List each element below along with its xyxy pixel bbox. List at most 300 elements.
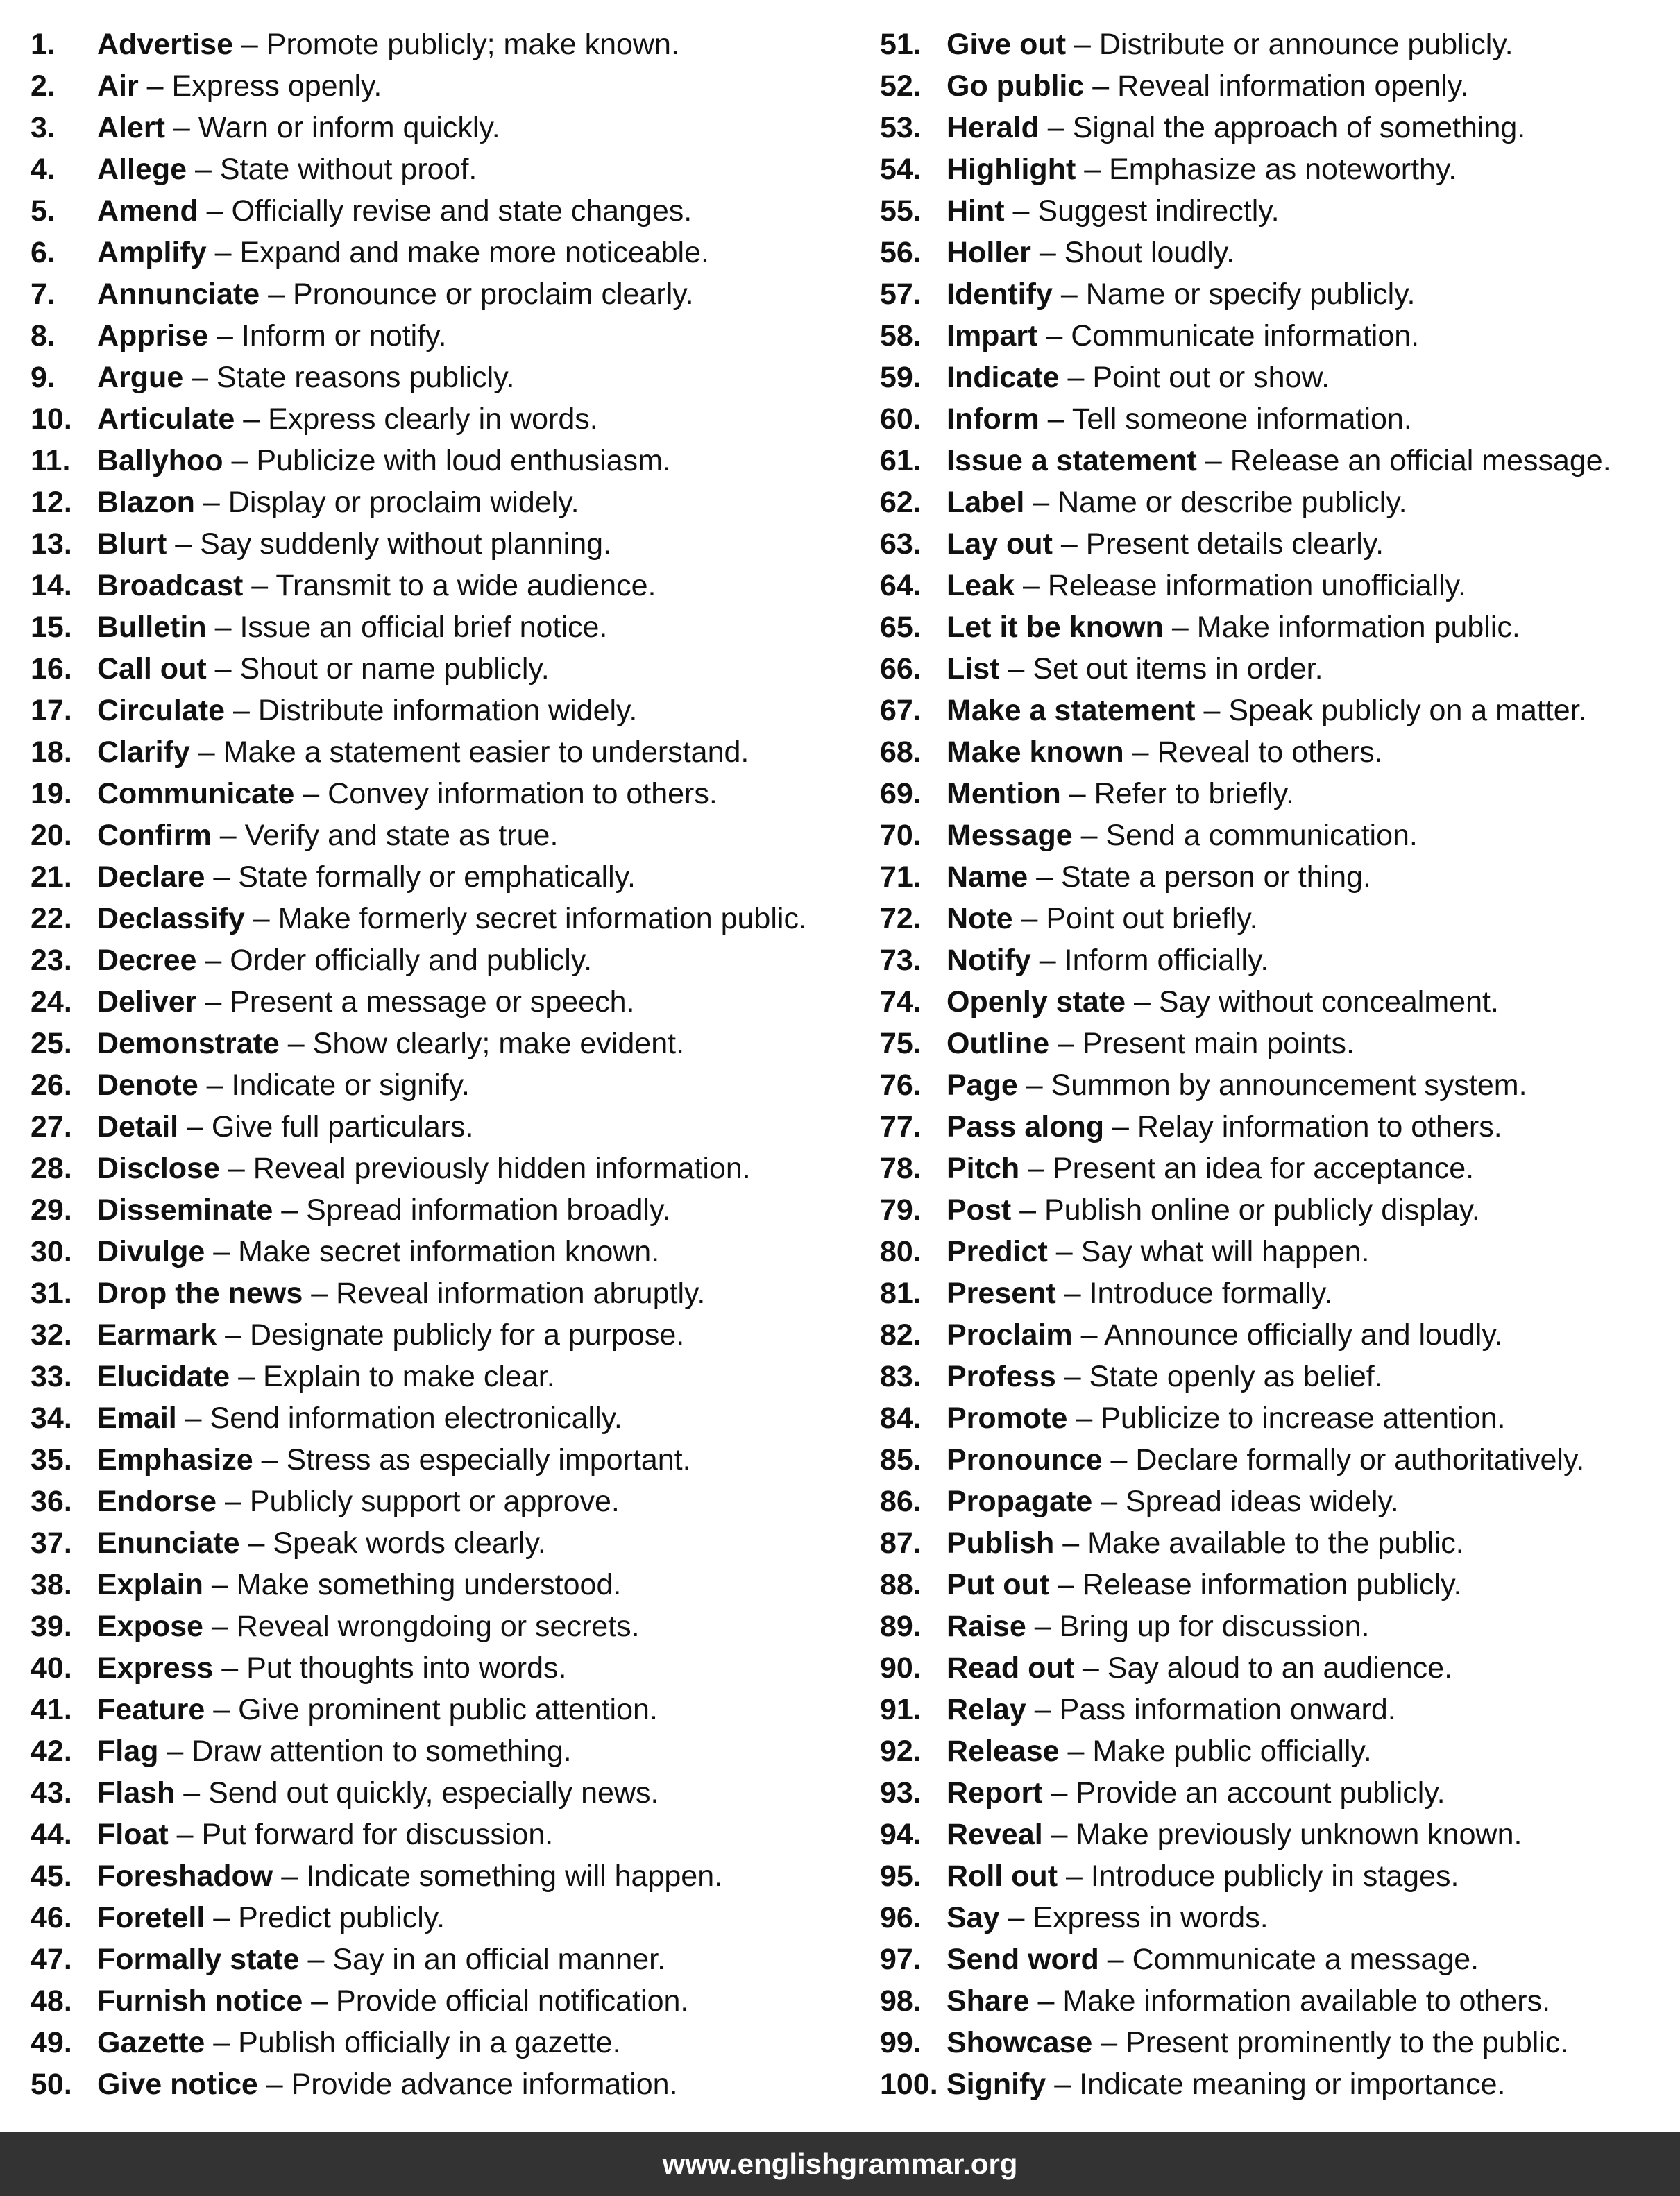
footer-url[interactable]: www.englishgrammar.org (662, 2147, 1018, 2180)
list-item (31, 440, 849, 482)
item-definition: Make information public. (1196, 611, 1520, 644)
item-term: Annunciate (97, 278, 260, 311)
item-text (97, 773, 718, 815)
item-definition: Promote publicly; make known. (266, 28, 679, 61)
item-number: 86. (880, 1485, 922, 1518)
item-text (947, 1314, 1503, 1356)
item-separator: – (1163, 611, 1197, 644)
item-term: Notify (947, 944, 1031, 977)
item-number: 28. (31, 1152, 72, 1185)
item-separator: – (1028, 860, 1061, 894)
item-term: Promote (947, 1402, 1068, 1435)
item-number: 48. (31, 1984, 72, 2018)
item-term: Publish (947, 1526, 1055, 1560)
item-definition: Present main points. (1082, 1027, 1355, 1060)
item-separator: – (198, 1069, 232, 1102)
list-item (880, 107, 1671, 148)
item-text (947, 1939, 1479, 1980)
item-definition: Put thoughts into words. (246, 1651, 567, 1685)
item-term: Articulate (97, 402, 235, 436)
item-number: 30. (31, 1235, 72, 1268)
item-text (97, 107, 500, 148)
item-number: 87. (880, 1526, 922, 1560)
item-separator: – (1195, 694, 1229, 727)
list-item (880, 1814, 1671, 1855)
item-number: 85. (880, 1443, 922, 1476)
item-term: Endorse (97, 1485, 217, 1518)
item-text (947, 190, 1280, 232)
item-term: Herald (947, 111, 1040, 144)
item-text (97, 1023, 684, 1064)
item-term: Deliver (97, 985, 197, 1019)
item-number: 11. (31, 444, 71, 477)
item-separator: – (1052, 527, 1086, 561)
item-separator: – (1046, 2068, 1080, 2101)
item-term: Demonstrate (97, 1027, 280, 1060)
list-item (880, 690, 1671, 731)
item-term: Name (947, 860, 1028, 894)
item-term: Blurt (97, 527, 167, 561)
item-definition: Send a communication. (1105, 819, 1418, 852)
item-definition: Present an idea for acceptance. (1052, 1152, 1475, 1185)
item-text (947, 1148, 1474, 1189)
item-text (947, 1106, 1502, 1148)
item-separator: – (1126, 985, 1159, 1019)
item-definition: Speak publicly on a matter. (1228, 694, 1587, 727)
item-separator: – (205, 860, 239, 894)
item-definition: Reveal information abruptly. (336, 1277, 706, 1310)
item-number: 91. (880, 1693, 922, 1726)
item-separator: – (176, 1402, 210, 1435)
item-number: 69. (880, 777, 922, 810)
item-term: Decree (97, 944, 197, 977)
item-definition: Put forward for discussion. (201, 1818, 554, 1851)
item-number: 38. (31, 1568, 72, 1601)
list-item (880, 398, 1671, 440)
item-separator: – (1030, 944, 1064, 977)
item-term: Declassify (97, 902, 245, 935)
item-number: 10. (31, 402, 72, 436)
item-separator: – (217, 1318, 250, 1352)
list-item (880, 1647, 1671, 1689)
item-definition: Spread information broadly. (306, 1193, 671, 1227)
item-text (97, 24, 679, 65)
item-term: Indicate (947, 361, 1060, 394)
item-definition: Publish officially in a gazette. (238, 2026, 621, 2059)
item-text (947, 731, 1383, 773)
item-definition: Release an official message. (1230, 444, 1611, 477)
item-separator: – (175, 1776, 209, 1810)
item-separator: – (1092, 1485, 1126, 1518)
item-term: Pronounce (947, 1443, 1103, 1476)
item-definition: Give prominent public attention. (238, 1693, 658, 1726)
list-item (31, 1314, 849, 1356)
item-separator: – (1039, 111, 1073, 144)
item-definition: Give full particulars. (211, 1110, 474, 1143)
item-number: 88. (880, 1568, 922, 1601)
item-term: Email (97, 1402, 177, 1435)
item-number: 20. (31, 819, 72, 852)
item-text (947, 1897, 1269, 1939)
item-definition: Distribute information widely. (257, 694, 638, 727)
item-definition: Make a statement easier to understand. (223, 735, 749, 769)
item-term: Roll out (947, 1859, 1058, 1893)
item-separator: – (194, 486, 228, 519)
item-term: Inform (947, 402, 1040, 436)
item-definition: Communicate information. (1071, 319, 1420, 352)
item-separator: – (239, 1526, 273, 1560)
item-definition: Name or describe publicly. (1058, 486, 1407, 519)
item-separator: – (244, 902, 278, 935)
list-item (880, 1606, 1671, 1647)
list-item (31, 1189, 849, 1231)
item-term: Enunciate (97, 1526, 240, 1560)
list-item (31, 1814, 849, 1855)
item-text (97, 1106, 474, 1148)
item-number: 12. (31, 486, 72, 519)
item-number: 8. (31, 319, 56, 352)
item-text (947, 1772, 1445, 1814)
item-definition: Signal the approach of something. (1072, 111, 1526, 144)
item-number: 73. (880, 944, 922, 977)
list-item (880, 232, 1671, 273)
item-text (97, 1689, 658, 1730)
item-number: 59. (880, 361, 922, 394)
item-definition: Make available to the public. (1087, 1526, 1464, 1560)
item-term: Confirm (97, 819, 212, 852)
item-separator: – (205, 1901, 239, 1934)
item-number: 92. (880, 1735, 922, 1768)
item-definition: Show clearly; make evident. (312, 1027, 685, 1060)
item-term: Profess (947, 1360, 1056, 1393)
item-term: Clarify (97, 735, 190, 769)
item-text (97, 939, 592, 981)
item-definition: Warn or inform quickly. (198, 111, 500, 144)
item-term: Release (947, 1735, 1060, 1768)
item-term: Explain (97, 1568, 203, 1601)
item-separator: – (1060, 777, 1094, 810)
item-number: 42. (31, 1735, 72, 1768)
item-number: 14. (31, 569, 72, 602)
item-separator: – (183, 361, 217, 394)
list-item (31, 315, 849, 357)
item-term: Go public (947, 69, 1085, 103)
list-item (31, 648, 849, 690)
item-term: Post (947, 1193, 1012, 1227)
item-text (947, 107, 1525, 148)
item-separator: – (999, 652, 1033, 686)
list-item (880, 1356, 1671, 1397)
item-definition: Publicly support or approve. (249, 1485, 620, 1518)
item-number: 70. (880, 819, 922, 852)
item-term: Send word (947, 1943, 1099, 1976)
item-text (97, 232, 709, 273)
item-number: 67. (880, 694, 922, 727)
item-text (947, 232, 1234, 273)
item-term: Issue a statement (947, 444, 1197, 477)
list-item (31, 1772, 849, 1814)
item-definition: Introduce formally. (1089, 1277, 1333, 1310)
list-item (31, 565, 849, 606)
item-text (947, 1855, 1459, 1897)
item-number: 36. (31, 1485, 72, 1518)
list-item (880, 440, 1671, 482)
item-separator: – (1058, 1859, 1091, 1893)
item-term: Relay (947, 1693, 1026, 1726)
item-separator: – (189, 735, 223, 769)
item-term: Raise (947, 1610, 1026, 1643)
item-term: Call out (97, 652, 207, 686)
item-number: 90. (880, 1651, 922, 1685)
item-term: Label (947, 486, 1025, 519)
item-definition: Summon by announcement system. (1051, 1069, 1527, 1102)
item-text (97, 1148, 751, 1189)
item-definition: Release information publicly. (1082, 1568, 1462, 1601)
item-separator: – (1067, 1402, 1101, 1435)
item-text (947, 1564, 1461, 1606)
list-item (880, 190, 1671, 232)
item-number: 29. (31, 1193, 72, 1227)
item-text (947, 440, 1611, 482)
item-text (947, 148, 1457, 190)
item-separator: – (1084, 69, 1118, 103)
item-definition: Say without concealment. (1158, 985, 1499, 1019)
list-item (31, 1439, 849, 1481)
item-term: Alert (97, 111, 165, 144)
item-separator: – (217, 1485, 250, 1518)
list-item (31, 523, 849, 565)
item-term: Lay out (947, 527, 1053, 561)
item-text (97, 1231, 659, 1273)
item-definition: Inform or notify. (241, 319, 447, 352)
item-separator: – (1092, 2026, 1126, 2059)
item-separator: – (206, 652, 240, 686)
item-number: 17. (31, 694, 72, 727)
item-number: 40. (31, 1651, 72, 1685)
item-separator: – (1047, 1235, 1081, 1268)
item-definition: Communicate a message. (1132, 1943, 1479, 1976)
item-term: Denote (97, 1069, 198, 1102)
item-number: 15. (31, 611, 72, 644)
item-separator: – (206, 236, 240, 269)
item-text (97, 1647, 566, 1689)
item-text (97, 1855, 722, 1897)
item-text (947, 1273, 1332, 1314)
list-item (880, 648, 1671, 690)
item-number: 46. (31, 1901, 72, 1934)
item-definition: Tell someone information. (1071, 402, 1412, 436)
item-definition: Provide an account publicly. (1076, 1776, 1445, 1810)
item-definition: Speak words clearly. (273, 1526, 546, 1560)
item-term: Give notice (97, 2068, 258, 2101)
list-item (31, 1855, 849, 1897)
item-term: Present (947, 1277, 1056, 1310)
item-term: Report (947, 1776, 1043, 1810)
item-definition: Draw attention to something. (192, 1735, 572, 1768)
item-number: 6. (31, 236, 56, 269)
item-separator: – (1059, 1735, 1093, 1768)
item-separator: – (1037, 319, 1071, 352)
item-text (97, 606, 607, 648)
item-text (947, 898, 1258, 939)
list-item (880, 357, 1671, 398)
item-term: Showcase (947, 2026, 1093, 2059)
item-definition: Explain to make clear. (262, 1360, 555, 1393)
list-item (880, 565, 1671, 606)
item-definition: Indicate something will happen. (306, 1859, 723, 1893)
item-number: 51. (880, 28, 922, 61)
item-number: 81. (880, 1277, 922, 1310)
item-text (947, 690, 1587, 731)
item-term: Pass along (947, 1110, 1105, 1143)
item-separator: – (1030, 236, 1064, 269)
item-text (947, 773, 1294, 815)
item-term: Share (947, 1984, 1030, 2018)
item-number: 41. (31, 1693, 72, 1726)
list-item (31, 690, 849, 731)
list-item (31, 856, 849, 898)
list-item (880, 1231, 1671, 1273)
item-number: 74. (880, 985, 922, 1019)
item-separator: – (299, 1943, 333, 1976)
item-text (947, 1689, 1396, 1730)
item-term: Flash (97, 1776, 176, 1810)
item-number: 55. (880, 194, 922, 228)
item-term: Predict (947, 1235, 1048, 1268)
item-number: 27. (31, 1110, 72, 1143)
item-separator: – (273, 1193, 307, 1227)
item-text (97, 1980, 688, 2022)
item-definition: Distribute or announce publicly. (1098, 28, 1513, 61)
item-separator: – (253, 1443, 287, 1476)
item-term: Air (97, 69, 139, 103)
list-item (31, 1980, 849, 2022)
item-definition: Express in words. (1033, 1901, 1269, 1934)
list-item (31, 815, 849, 856)
list-item (880, 773, 1671, 815)
item-term: Mention (947, 777, 1061, 810)
list-item (880, 148, 1671, 190)
list-item (31, 232, 849, 273)
item-number: 80. (880, 1235, 922, 1268)
item-term: Foreshadow (97, 1859, 273, 1893)
item-number: 62. (880, 486, 922, 519)
item-term: Float (97, 1818, 169, 1851)
item-definition: Indicate or signify. (231, 1069, 470, 1102)
item-number: 84. (880, 1402, 922, 1435)
item-text (947, 1730, 1372, 1772)
list-item (880, 1564, 1671, 1606)
item-number: 24. (31, 985, 72, 1019)
item-definition: Reveal wrongdoing or secrets. (236, 1610, 640, 1643)
list-item (880, 1939, 1671, 1980)
item-text (97, 440, 671, 482)
item-text (97, 1273, 705, 1314)
item-definition: Publicize with loud enthusiasm. (256, 444, 671, 477)
item-term: Circulate (97, 694, 226, 727)
item-separator: – (1026, 1610, 1060, 1643)
item-definition: Designate publicly for a purpose. (249, 1318, 685, 1352)
item-text (947, 856, 1371, 898)
list-item (880, 1314, 1671, 1356)
item-text (97, 357, 514, 398)
item-term: Amend (97, 194, 198, 228)
list-item (31, 606, 849, 648)
item-number: 34. (31, 1402, 72, 1435)
item-term: Detail (97, 1110, 179, 1143)
item-definition: Send information electronically. (210, 1402, 622, 1435)
item-separator: – (1004, 194, 1038, 228)
item-term: Advertise (97, 28, 233, 61)
item-number: 58. (880, 319, 922, 352)
list-item (880, 1689, 1671, 1730)
list-item (880, 523, 1671, 565)
list-item (880, 1772, 1671, 1814)
item-term: Holler (947, 236, 1031, 269)
item-text (947, 1231, 1370, 1273)
item-text (947, 606, 1520, 648)
item-term: Outline (947, 1027, 1050, 1060)
item-term: Emphasize (97, 1443, 253, 1476)
item-separator: – (205, 2026, 239, 2059)
item-term: Furnish notice (97, 1984, 303, 2018)
item-number: 9. (31, 361, 56, 394)
item-text (97, 1522, 546, 1564)
list-item (31, 1023, 849, 1064)
item-term: Foretell (97, 1901, 205, 1934)
item-separator: – (1076, 153, 1110, 186)
item-separator: – (1011, 1193, 1044, 1227)
item-number: 43. (31, 1776, 72, 1810)
list-item (31, 65, 849, 107)
list-item (31, 1273, 849, 1314)
item-text (97, 731, 749, 773)
list-item (880, 1481, 1671, 1522)
item-number: 71. (880, 860, 922, 894)
item-text (947, 2022, 1568, 2063)
item-term: Proclaim (947, 1318, 1073, 1352)
item-number: 57. (880, 278, 922, 311)
item-definition: Predict publicly. (238, 1901, 446, 1934)
item-number: 72. (880, 902, 922, 935)
item-number: 35. (31, 1443, 72, 1476)
item-separator: – (211, 819, 245, 852)
item-definition: Shout or name publicly. (239, 652, 550, 686)
list-item (880, 606, 1671, 648)
item-term: Gazette (97, 2026, 205, 2059)
item-text (947, 1356, 1383, 1397)
item-term: Read out (947, 1651, 1074, 1685)
item-separator: – (1104, 1110, 1137, 1143)
item-text (97, 1397, 622, 1439)
item-separator: – (279, 1027, 313, 1060)
item-number: 66. (880, 652, 922, 686)
item-number: 89. (880, 1610, 922, 1643)
item-definition: Suggest indirectly. (1037, 194, 1280, 228)
item-separator: – (1054, 1526, 1088, 1560)
item-definition: Order officially and publicly. (230, 944, 593, 977)
item-definition: Emphasize as noteworthy. (1109, 153, 1457, 186)
item-number: 47. (31, 1943, 72, 1976)
item-separator: – (203, 1568, 237, 1601)
item-term: Declare (97, 860, 205, 894)
item-separator: – (303, 1984, 337, 2018)
item-number: 44. (31, 1818, 72, 1851)
item-text (97, 190, 692, 232)
list-item (880, 1148, 1671, 1189)
item-number: 54. (880, 153, 922, 186)
item-number: 96. (880, 1901, 922, 1934)
